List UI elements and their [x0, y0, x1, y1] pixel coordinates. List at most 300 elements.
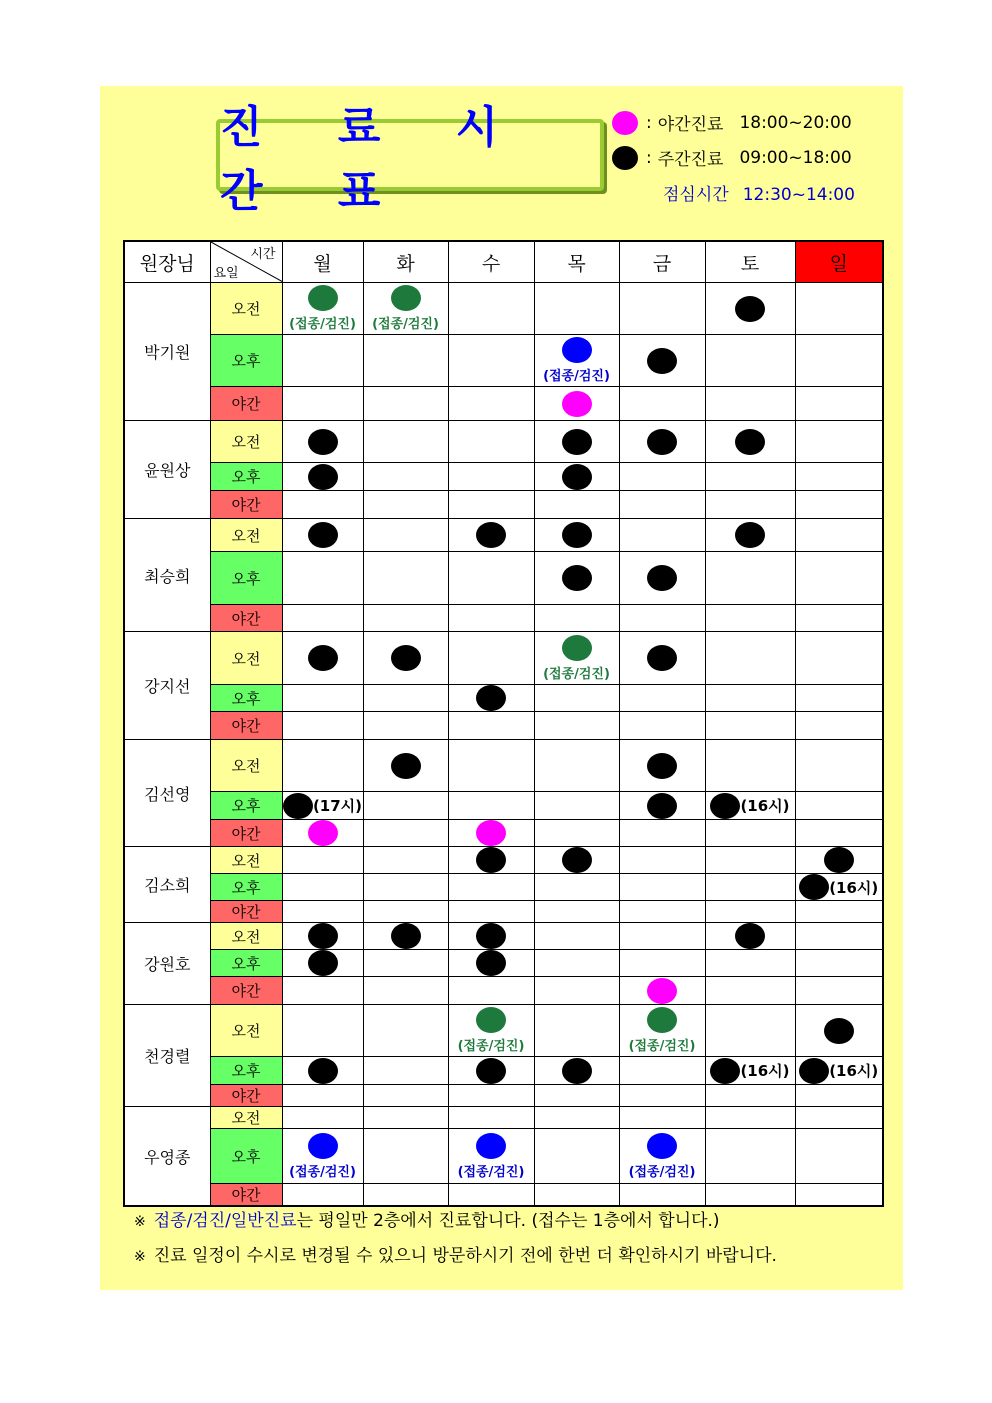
- schedule-cell-sat: [705, 1057, 795, 1085]
- black-dot-icon: [283, 793, 313, 819]
- schedule-cell-fri: [619, 847, 705, 874]
- schedule-cell-mon: [282, 552, 363, 605]
- schedule-cell-mon: [282, 712, 363, 740]
- black-dot-icon: [799, 1058, 829, 1084]
- schedule-cell-fri: [619, 387, 705, 421]
- black-dot-icon: [308, 645, 338, 671]
- schedule-cell-fri: [619, 901, 705, 923]
- schedule-cell-thu: [534, 1085, 619, 1107]
- schedule-cell-thu: [534, 792, 619, 820]
- period-label-pm: 오후: [210, 552, 282, 605]
- magenta-dot-icon: [562, 391, 592, 417]
- time-note: [706, 793, 795, 819]
- black-dot-icon: [308, 429, 338, 455]
- schedule-cell-mon: [282, 1184, 363, 1207]
- notice-text: 진료 일정이 수시로 변경될 수 있으니 방문하시기 전에 한번 더 확인하시기 바랍니다.: [153, 1246, 777, 1266]
- schedule-cell-mon: [282, 847, 363, 874]
- schedule-cell-wed: [448, 1129, 534, 1184]
- table-row: [124, 519, 883, 552]
- doctor-name: 김선영: [124, 740, 210, 847]
- table-row: [124, 820, 883, 847]
- schedule-cell-wed: [448, 1184, 534, 1207]
- black-dot-icon: [562, 464, 592, 490]
- schedule-cell-fri: [619, 1085, 705, 1107]
- schedule-cell-sat: [705, 923, 795, 950]
- schedule-cell-wed: [448, 820, 534, 847]
- black-dot-icon: [562, 565, 592, 591]
- cell-stack: [449, 1133, 534, 1180]
- table-row: [124, 1184, 883, 1207]
- schedule-cell-sun: [795, 605, 883, 632]
- cell-stack: [364, 285, 448, 332]
- schedule-cell-fri: [619, 977, 705, 1005]
- schedule-cell-mon: [282, 685, 363, 712]
- black-dot-icon: [308, 522, 338, 548]
- period-label-am: 오전: [210, 1107, 282, 1129]
- lunch-time-value: 12:30~14:00: [742, 185, 855, 205]
- table-row: [124, 1085, 883, 1107]
- period-label-night: 야간: [210, 977, 282, 1005]
- schedule-cell-fri: [619, 820, 705, 847]
- schedule-cell-thu: [534, 977, 619, 1005]
- corner-day-label: 요일: [213, 266, 239, 281]
- legend-label: 주간진료: [657, 150, 724, 170]
- schedule-cell-wed: [448, 421, 534, 463]
- schedule-cell-thu: [534, 1005, 619, 1057]
- schedule-cell-tue: [363, 685, 448, 712]
- table-row: [124, 463, 883, 491]
- schedule-cell-sat: [705, 605, 795, 632]
- black-dot-icon: [562, 522, 592, 548]
- legend-label: 야간진료: [657, 115, 724, 135]
- schedule-cell-sun: [795, 387, 883, 421]
- schedule-cell-fri: [619, 923, 705, 950]
- period-label-am: 오전: [210, 519, 282, 552]
- black-dot-icon: [735, 296, 765, 322]
- doctor-name: 윤원상: [124, 421, 210, 519]
- vaccination-checkup-label: (접종/검진): [628, 1039, 696, 1054]
- table-row: [124, 1057, 883, 1085]
- schedule-cell-wed: [448, 1057, 534, 1085]
- period-label-pm: 오후: [210, 874, 282, 901]
- black-dot-icon: [308, 950, 338, 976]
- black-dot-icon: [562, 847, 592, 873]
- vaccination-checkup-label: (접종/검진): [543, 369, 610, 384]
- schedule-cell-tue: [363, 901, 448, 923]
- black-dot-icon: [735, 429, 765, 455]
- schedule-cell-sat: [705, 740, 795, 792]
- lunch-time: [663, 180, 855, 205]
- schedule-cell-tue: [363, 552, 448, 605]
- schedule-cell-thu: [534, 901, 619, 923]
- schedule-cell-sun: [795, 874, 883, 901]
- schedule-cell-fri: [619, 740, 705, 792]
- schedule-cell-tue: [363, 463, 448, 491]
- schedule-cell-fri: [619, 792, 705, 820]
- schedule-cell-tue: [363, 820, 448, 847]
- time-note: [706, 1058, 795, 1084]
- schedule-cell-wed: [448, 901, 534, 923]
- magenta-dot-icon: [308, 820, 338, 846]
- schedule-cell-fri: [619, 685, 705, 712]
- period-label-night: 야간: [210, 387, 282, 421]
- schedule-cell-wed: [448, 335, 534, 387]
- schedule-cell-mon: [282, 1057, 363, 1085]
- schedule-cell-sun: [795, 901, 883, 923]
- vaccination-checkup-label: (접종/검진): [289, 317, 356, 332]
- schedule-cell-sun: [795, 792, 883, 820]
- schedule-cell-thu: [534, 1129, 619, 1184]
- schedule-cell-mon: [282, 632, 363, 685]
- schedule-cell-tue: [363, 1005, 448, 1057]
- schedule-cell-fri: [619, 1129, 705, 1184]
- schedule-cell-sun: [795, 283, 883, 335]
- table-row: [124, 792, 883, 820]
- schedule-cell-sun: [795, 847, 883, 874]
- green-dot-icon: [391, 285, 421, 311]
- black-dot-icon: [476, 685, 506, 711]
- schedule-cell-sun: [795, 1005, 883, 1057]
- vaccination-checkup-label: (접종/검진): [289, 1164, 356, 1180]
- period-label-pm: 오후: [210, 685, 282, 712]
- schedule-cell-sat: [705, 1085, 795, 1107]
- schedule-cell-thu: [534, 685, 619, 712]
- schedule-cell-sat: [705, 519, 795, 552]
- schedule-cell-wed: [448, 552, 534, 605]
- schedule-cell-fri: [619, 632, 705, 685]
- schedule-cell-sat: [705, 712, 795, 740]
- period-label-night: 야간: [210, 605, 282, 632]
- schedule-cell-fri: [619, 1107, 705, 1129]
- table-row: [124, 421, 883, 463]
- vaccination-checkup-label: (접종/검진): [457, 1164, 525, 1180]
- black-dot-icon: [562, 429, 592, 455]
- black-dot-icon: [824, 1018, 854, 1044]
- schedule-cell-tue: [363, 1057, 448, 1085]
- period-label-am: 오전: [210, 740, 282, 792]
- schedule-cell-wed: [448, 283, 534, 335]
- cell-stack: [449, 1007, 534, 1054]
- legend-day: [612, 145, 852, 170]
- schedule-cell-wed: [448, 792, 534, 820]
- schedule-cell-thu: [534, 283, 619, 335]
- schedule-cell-thu: [534, 387, 619, 421]
- black-dot-icon: [612, 146, 638, 170]
- legend-time: 09:00~18:00: [739, 147, 852, 168]
- header-row: [124, 241, 883, 283]
- schedule-cell-mon: [282, 387, 363, 421]
- table-row: [124, 387, 883, 421]
- schedule-cell-sat: [705, 283, 795, 335]
- period-label-night: 야간: [210, 820, 282, 847]
- black-dot-icon: [476, 1058, 506, 1084]
- schedule-cell-wed: [448, 847, 534, 874]
- green-dot-icon: [308, 285, 338, 311]
- table-row: [124, 874, 883, 901]
- green-dot-icon: [476, 1007, 506, 1033]
- period-label-am: 오전: [210, 283, 282, 335]
- magenta-dot-icon: [612, 111, 638, 135]
- schedule-cell-mon: [282, 1005, 363, 1057]
- schedule-cell-sun: [795, 552, 883, 605]
- green-dot-icon: [647, 1007, 677, 1033]
- legend-separator: :: [646, 147, 652, 168]
- schedule-cell-fri: [619, 463, 705, 491]
- schedule-cell-wed: [448, 950, 534, 977]
- schedule-cell-thu: [534, 874, 619, 901]
- table-row: [124, 1107, 883, 1129]
- schedule-cell-sun: [795, 491, 883, 519]
- day-header-sun: 일: [795, 241, 883, 283]
- schedule-cell-sat: [705, 792, 795, 820]
- schedule-cell-sun: [795, 820, 883, 847]
- notice-change: [134, 1241, 777, 1266]
- time-note-text: (16시): [740, 797, 790, 815]
- schedule-cell-tue: [363, 605, 448, 632]
- schedule-cell-tue: [363, 740, 448, 792]
- time-note: [796, 874, 883, 900]
- schedule-cell-sun: [795, 1129, 883, 1184]
- schedule-cell-sat: [705, 874, 795, 901]
- schedule-cell-thu: [534, 820, 619, 847]
- cell-stack: [283, 1133, 363, 1180]
- schedule-cell-tue: [363, 1184, 448, 1207]
- schedule-cell-thu: [534, 463, 619, 491]
- corner-header: [210, 241, 282, 283]
- time-note-text: (16시): [829, 878, 879, 897]
- magenta-dot-icon: [647, 978, 677, 1004]
- schedule-cell-sun: [795, 463, 883, 491]
- table-row: [124, 977, 883, 1005]
- schedule-cell-fri: [619, 335, 705, 387]
- vaccination-checkup-label: (접종/검진): [628, 1164, 696, 1180]
- black-dot-icon: [824, 847, 854, 873]
- schedule-cell-tue: [363, 874, 448, 901]
- black-dot-icon: [735, 923, 765, 949]
- schedule-cell-thu: [534, 421, 619, 463]
- schedule-sheet: [100, 86, 903, 1290]
- schedule-cell-wed: [448, 874, 534, 901]
- table-row: [124, 1005, 883, 1057]
- schedule-cell-sun: [795, 977, 883, 1005]
- schedule-cell-thu: [534, 950, 619, 977]
- schedule-cell-wed: [448, 387, 534, 421]
- table-row: [124, 740, 883, 792]
- black-dot-icon: [391, 753, 421, 779]
- black-dot-icon: [476, 950, 506, 976]
- schedule-cell-thu: [534, 519, 619, 552]
- schedule-cell-thu: [534, 1057, 619, 1085]
- schedule-cell-sun: [795, 1107, 883, 1129]
- schedule-cell-sun: [795, 632, 883, 685]
- schedule-cell-tue: [363, 1085, 448, 1107]
- schedule-cell-sat: [705, 950, 795, 977]
- period-label-pm: 오후: [210, 1057, 282, 1085]
- vaccination-checkup-label: (접종/검진): [372, 317, 439, 332]
- schedule-cell-wed: [448, 463, 534, 491]
- day-header-tue: 화: [363, 241, 448, 283]
- schedule-cell-sun: [795, 950, 883, 977]
- black-dot-icon: [735, 522, 765, 548]
- legend-separator: :: [646, 112, 652, 133]
- schedule-cell-sat: [705, 387, 795, 421]
- cell-stack: [535, 635, 619, 682]
- schedule-cell-sat: [705, 847, 795, 874]
- table-row: [124, 923, 883, 950]
- notice-highlight: 접종/검진/일반진료: [153, 1211, 297, 1231]
- black-dot-icon: [647, 753, 677, 779]
- schedule-cell-fri: [619, 712, 705, 740]
- schedule-cell-fri: [619, 552, 705, 605]
- black-dot-icon: [647, 429, 677, 455]
- page-title: 진 료 시 간 표: [220, 102, 529, 217]
- schedule-cell-sat: [705, 820, 795, 847]
- schedule-cell-tue: [363, 977, 448, 1005]
- period-label-am: 오전: [210, 1005, 282, 1057]
- schedule-cell-tue: [363, 387, 448, 421]
- schedule-cell-thu: [534, 712, 619, 740]
- schedule-table: [123, 240, 884, 1207]
- vaccination-checkup-label: (접종/검진): [457, 1039, 525, 1054]
- schedule-cell-thu: [534, 1184, 619, 1207]
- lunch-label: 점심시간: [663, 185, 729, 205]
- time-note: [796, 1058, 883, 1084]
- table-row: [124, 950, 883, 977]
- schedule-cell-sat: [705, 977, 795, 1005]
- day-header-thu: 목: [534, 241, 619, 283]
- schedule-cell-tue: [363, 847, 448, 874]
- schedule-cell-mon: [282, 421, 363, 463]
- black-dot-icon: [476, 923, 506, 949]
- schedule-cell-thu: [534, 923, 619, 950]
- schedule-cell-tue: [363, 950, 448, 977]
- doctor-name: 김소희: [124, 847, 210, 923]
- schedule-cell-wed: [448, 740, 534, 792]
- black-dot-icon: [647, 565, 677, 591]
- notice-text: 는 평일만 2층에서 진료합니다. (접수는 1층에서 합니다.): [296, 1211, 720, 1231]
- schedule-cell-mon: [282, 1085, 363, 1107]
- black-dot-icon: [308, 923, 338, 949]
- blue-dot-icon: [476, 1133, 506, 1159]
- day-header-sat: 토: [705, 241, 795, 283]
- doctor-name: 박기원: [124, 283, 210, 421]
- schedule-cell-fri: [619, 605, 705, 632]
- time-note-text: (17시): [312, 797, 363, 815]
- schedule-cell-mon: [282, 519, 363, 552]
- schedule-cell-mon: [282, 874, 363, 901]
- schedule-cell-mon: [282, 740, 363, 792]
- schedule-cell-tue: [363, 519, 448, 552]
- schedule-body: [124, 283, 883, 1207]
- period-label-pm: 오후: [210, 1129, 282, 1184]
- schedule-cell-tue: [363, 1107, 448, 1129]
- black-dot-icon: [476, 522, 506, 548]
- schedule-cell-mon: [282, 977, 363, 1005]
- black-dot-icon: [647, 793, 677, 819]
- period-label-pm: 오후: [210, 463, 282, 491]
- schedule-cell-sat: [705, 901, 795, 923]
- table-row: [124, 283, 883, 335]
- schedule-cell-mon: [282, 283, 363, 335]
- schedule-cell-fri: [619, 874, 705, 901]
- schedule-cell-thu: [534, 491, 619, 519]
- black-dot-icon: [562, 1058, 592, 1084]
- schedule-cell-tue: [363, 335, 448, 387]
- schedule-cell-wed: [448, 923, 534, 950]
- table-row: [124, 605, 883, 632]
- schedule-cell-sun: [795, 712, 883, 740]
- period-label-pm: 오후: [210, 950, 282, 977]
- schedule-cell-sun: [795, 685, 883, 712]
- black-dot-icon: [710, 793, 740, 819]
- schedule-cell-wed: [448, 519, 534, 552]
- green-dot-icon: [562, 635, 592, 661]
- notice-mark: ※: [134, 1249, 146, 1265]
- schedule-cell-wed: [448, 712, 534, 740]
- period-label-pm: 오후: [210, 792, 282, 820]
- schedule-cell-tue: [363, 283, 448, 335]
- schedule-cell-tue: [363, 1129, 448, 1184]
- period-label-night: 야간: [210, 712, 282, 740]
- schedule-cell-thu: [534, 605, 619, 632]
- cell-stack: [283, 285, 363, 332]
- schedule-cell-mon: [282, 605, 363, 632]
- schedule-cell-tue: [363, 491, 448, 519]
- schedule-cell-sun: [795, 1085, 883, 1107]
- schedule-cell-sun: [795, 923, 883, 950]
- doctor-name: 우영종: [124, 1107, 210, 1207]
- period-label-am: 오전: [210, 421, 282, 463]
- blue-dot-icon: [647, 1133, 677, 1159]
- period-label-am: 오전: [210, 923, 282, 950]
- table-row: [124, 901, 883, 923]
- schedule-cell-sun: [795, 519, 883, 552]
- cell-stack: [535, 337, 619, 384]
- table-row: [124, 685, 883, 712]
- schedule-cell-mon: [282, 792, 363, 820]
- schedule-cell-sat: [705, 1184, 795, 1207]
- schedule-cell-mon: [282, 901, 363, 923]
- legend-night: [612, 110, 852, 135]
- table-row: [124, 632, 883, 685]
- schedule-cell-wed: [448, 1085, 534, 1107]
- schedule-cell-sat: [705, 1107, 795, 1129]
- schedule-cell-sat: [705, 491, 795, 519]
- schedule-cell-thu: [534, 740, 619, 792]
- schedule-cell-wed: [448, 1005, 534, 1057]
- table-row: [124, 335, 883, 387]
- black-dot-icon: [391, 923, 421, 949]
- black-dot-icon: [647, 645, 677, 671]
- cell-stack: [620, 1133, 705, 1180]
- notice-mark: ※: [134, 1214, 146, 1230]
- notice-floor: [134, 1206, 720, 1231]
- period-label-pm: 오후: [210, 335, 282, 387]
- time-note: [283, 793, 363, 819]
- schedule-cell-sat: [705, 1005, 795, 1057]
- black-dot-icon: [799, 874, 829, 900]
- period-label-night: 야간: [210, 1184, 282, 1207]
- table-row: [124, 1129, 883, 1184]
- schedule-cell-sun: [795, 335, 883, 387]
- schedule-cell-sat: [705, 685, 795, 712]
- schedule-cell-mon: [282, 1107, 363, 1129]
- table-row: [124, 712, 883, 740]
- schedule-cell-wed: [448, 491, 534, 519]
- time-note-text: (16시): [740, 1062, 790, 1080]
- schedule-cell-mon: [282, 335, 363, 387]
- day-header-fri: 금: [619, 241, 705, 283]
